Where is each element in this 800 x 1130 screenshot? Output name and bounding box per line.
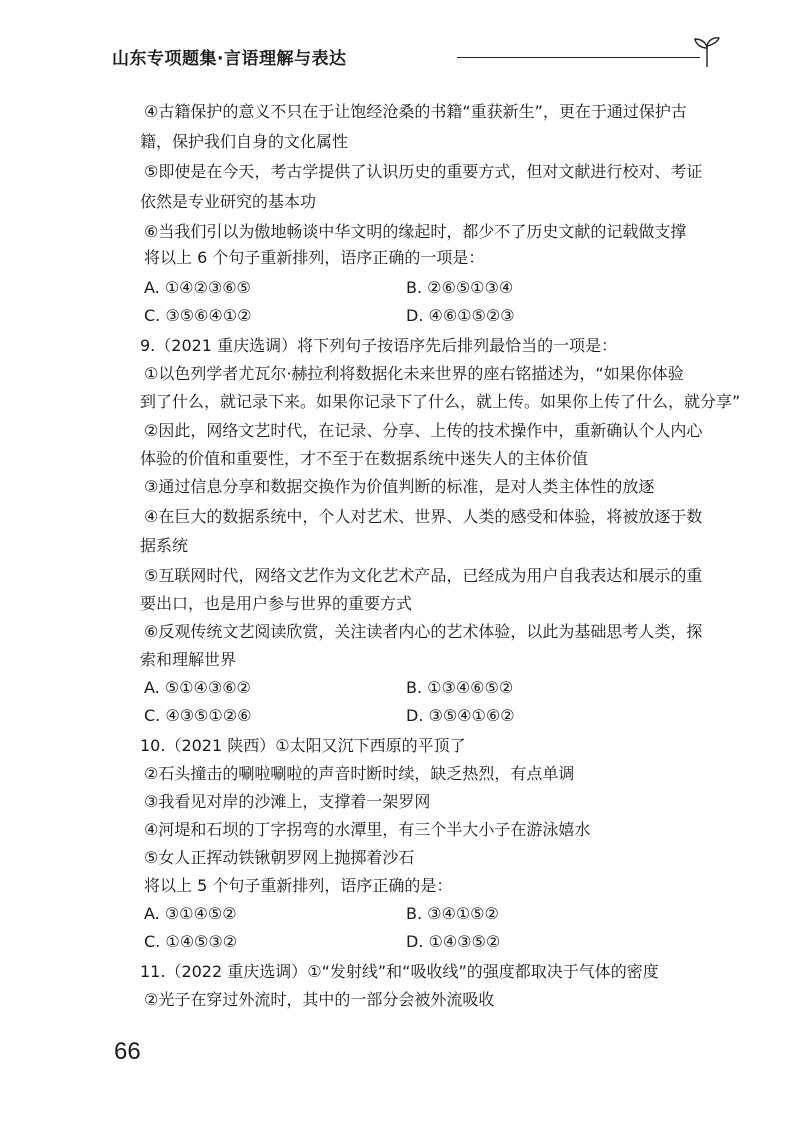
q8-sentence-5-line-2: 依然是专业研究的基本功: [140, 192, 317, 211]
q9-stem: 9.（2021 重庆选调）将下列句子按语序先后排列最恰当的一项是：: [140, 336, 618, 355]
q10-stem: 10.（2021 陕西）①太阳又沉下西原的平顶了: [140, 736, 466, 755]
q9-sentence-4-line-1: ④在巨大的数据系统中，个人对艺术、世界、人类的感受和体验，将被放逐于数: [144, 507, 703, 526]
q8-option-c: C. ③⑤⑥④①②: [144, 306, 252, 325]
q10-option-b: B. ③④①⑤②: [406, 904, 499, 923]
q11-sentence-2: ②光子在穿过外流时，其中的一部分会被外流吸收: [144, 990, 495, 1009]
q10-sentence-2: ②石头撞击的唰啦唰啦的声音时断时续，缺乏热烈，有点单调: [144, 764, 575, 783]
q9-sentence-1-line-1: ①以色列学者尤瓦尔·赫拉利将数据化未来世界的座右铭描述为，“如果你体验: [144, 364, 684, 383]
q8-instruction: 将以上 6 个句子重新排列，语序正确的一项是：: [144, 248, 485, 267]
q9-option-c: C. ④③⑤①②⑥: [144, 706, 252, 725]
q9-option-a: A. ⑤①④③⑥②: [144, 678, 251, 697]
q8-sentence-5-line-1: ⑤即使是在今天，考古学提供了认识历史的重要方式，但对文献进行校对、考证: [144, 162, 703, 181]
q9-sentence-3: ③通过信息分享和数据交换作为价值判断的标准，是对人类主体性的放逐: [144, 477, 655, 496]
q8-sentence-6-line-1: ⑥当我们引以为傲地畅谈中华文明的缘起时，都少不了历史文献的记载做支撑: [144, 222, 687, 241]
q11-stem: 11.（2022 重庆选调）①“发射线”和“吸收线”的强度都取决于气体的密度: [140, 962, 659, 981]
q9-option-d: D. ③⑤④①⑥②: [406, 706, 515, 725]
q9-option-b: B. ①③④⑥⑤②: [406, 678, 514, 697]
q10-option-d: D. ①④③⑤②: [406, 932, 501, 951]
q8-option-d: D. ④⑥①⑤②③: [406, 306, 515, 325]
q9-sentence-1-line-2: 到了什么，就记录下来。如果你记录下了什么，就上传。如果你上传了什么，就分享”: [140, 392, 741, 411]
sprout-icon: [692, 36, 722, 68]
header-rule: [457, 57, 700, 58]
header-title: 山东专项题集·言语理解与表达: [112, 49, 347, 69]
q9-sentence-5-line-1: ⑤互联网时代，网络文艺作为文化艺术产品，已经成为用户自我表达和展示的重: [144, 566, 703, 585]
q8-option-b: B. ②⑥⑤①③④: [406, 278, 514, 297]
q9-sentence-6-line-2: 索和理解世界: [140, 650, 237, 669]
q10-sentence-5: ⑤女人正挥动铁锹朝罗网上抛掷着沙石: [144, 848, 415, 867]
q9-sentence-2-line-2: 体验的价值和重要性，才不至于在数据系统中迷失人的主体价值: [140, 449, 589, 468]
q10-sentence-3: ③我看见对岸的沙滩上，支撑着一架罗网: [144, 792, 431, 811]
q10-option-a: A. ③①④⑤②: [144, 904, 237, 923]
q9-sentence-5-line-2: 要出口，也是用户参与世界的重要方式: [140, 594, 413, 613]
q8-option-a: A. ①④②③⑥⑤: [144, 278, 251, 297]
q9-sentence-4-line-2: 据系统: [140, 536, 189, 555]
q10-sentence-4: ④河堤和石坝的丁字拐弯的水潭里，有三个半大小子在游泳嬉水: [144, 820, 591, 839]
q10-instruction: 将以上 5 个句子重新排列，语序正确的是：: [144, 876, 453, 895]
q8-sentence-4-line-2: 籍，保护我们自身的文化属性: [140, 132, 349, 151]
q10-option-c: C. ①④⑤③②: [144, 932, 238, 951]
page-number: 66: [114, 1038, 141, 1065]
q8-sentence-4-line-1: ④古籍保护的意义不只在于让饱经沧桑的书籍“重获新生”，更在于通过保护古: [144, 102, 687, 121]
running-header: [112, 36, 722, 76]
q9-sentence-6-line-1: ⑥反观传统文艺阅读欣赏，关注读者内心的艺术体验，以此为基础思考人类，探: [144, 622, 703, 641]
q9-sentence-2-line-1: ②因此，网络文艺时代，在记录、分享、上传的技术操作中，重新确认个人内心: [144, 421, 703, 440]
